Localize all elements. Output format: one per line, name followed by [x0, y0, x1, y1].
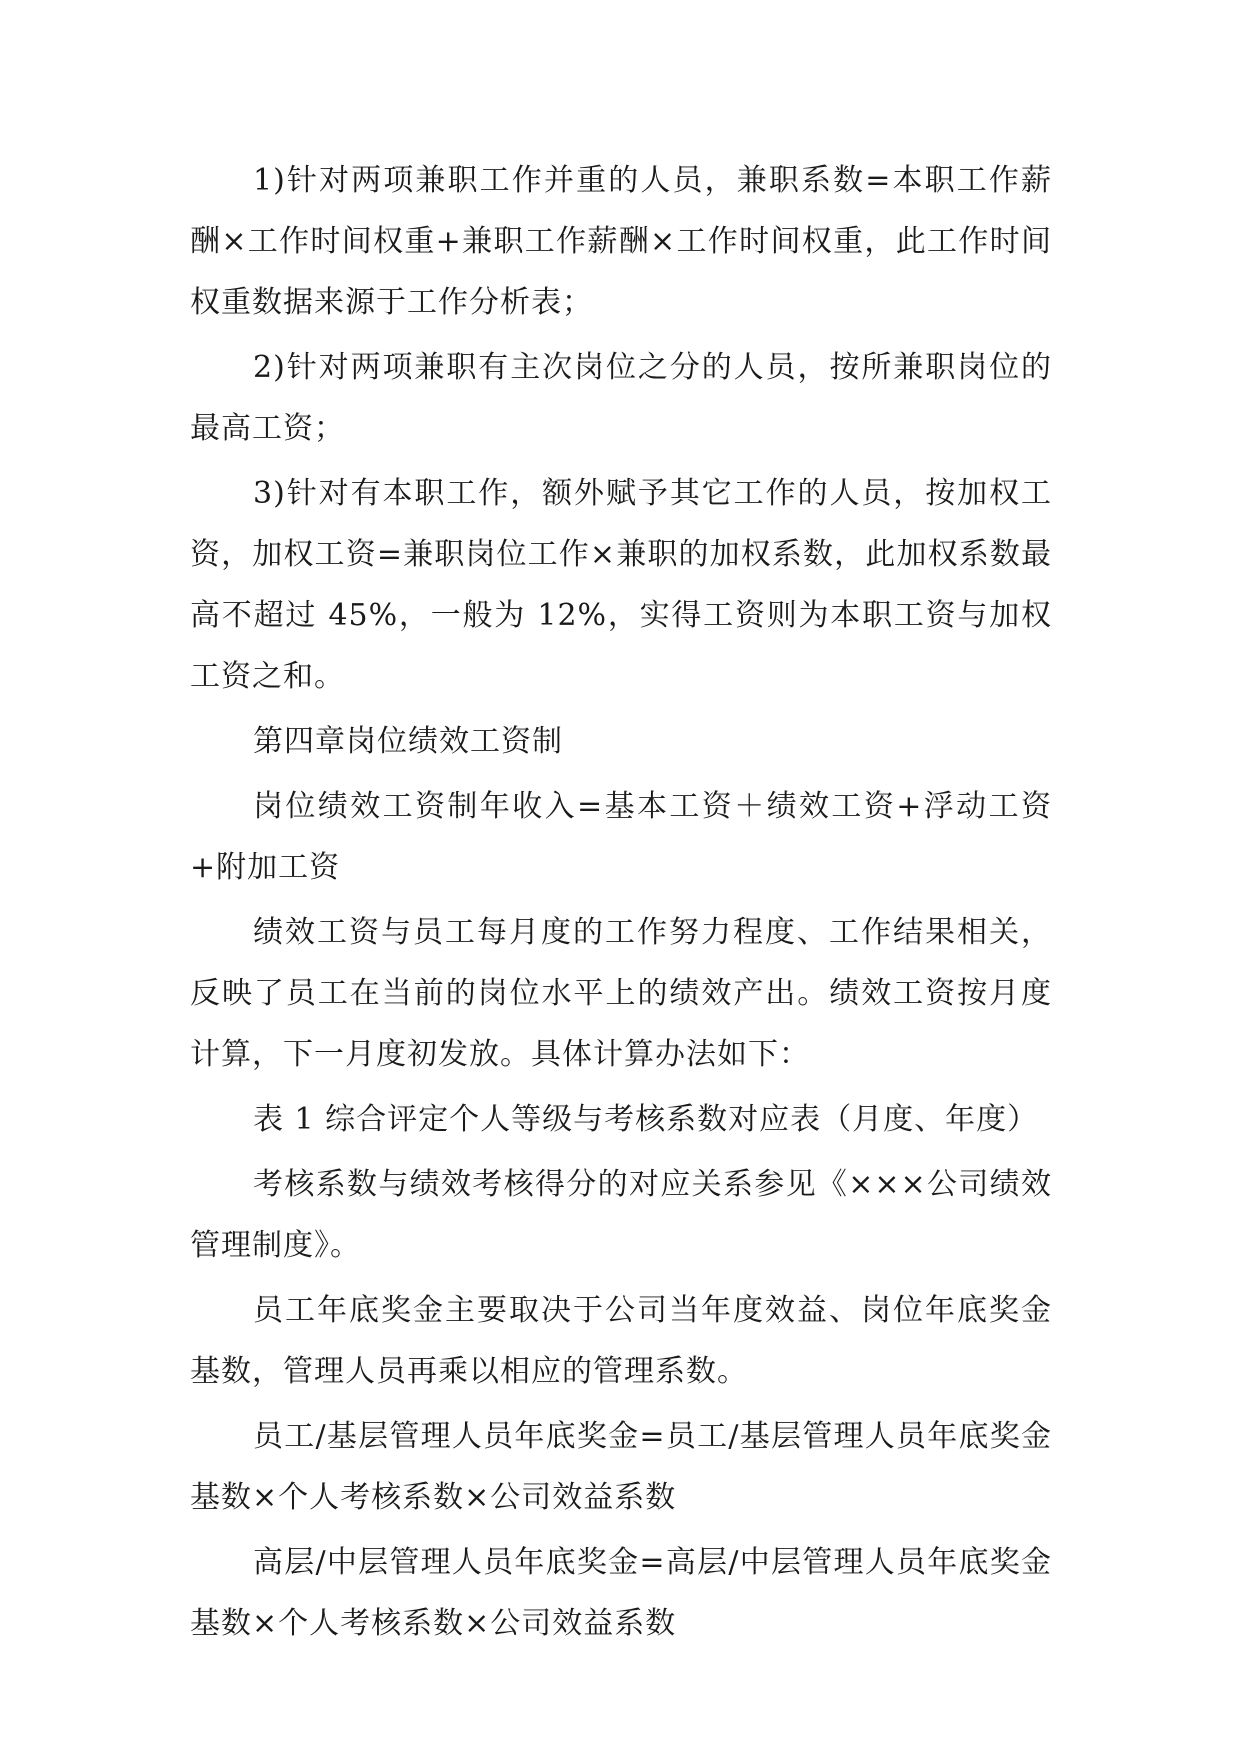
chapter-heading: 第四章岗位绩效工资制: [253, 724, 563, 759]
paragraph-manager-bonus-formula: 高层/中层管理人员年底奖金=高层/中层管理人员年底奖金基数×个人考核系数×公司效益系数: [190, 1545, 1052, 1641]
paragraph-weighted-wage: 3)针对有本职工作，额外赋予其它工作的人员，按加权工资，加权工资=兼职岗位工作×兼职的加权系数，此加权系数最高不超过 45%，一般为 12%，实得工资则为本职工资与加权工资之和。: [190, 476, 1052, 694]
paragraph-annual-income-formula: 岗位绩效工资制年收入=基本工资＋绩效工资+浮动工资+附加工资: [190, 789, 1052, 885]
document-body: [190, 150, 1052, 1658]
table-caption: 表 1 综合评定个人等级与考核系数对应表（月度、年度）: [253, 1102, 1039, 1137]
paragraph-concurrent-equal: 1)针对两项兼职工作并重的人员，兼职系数=本职工作薪酬×工作时间权重+兼职工作薪酬×工作时间权重，此工作时间权重数据来源于工作分析表；: [190, 163, 1052, 320]
paragraph-assessment-coefficient: 考核系数与绩效考核得分的对应关系参见《×××公司绩效管理制度》。: [190, 1167, 1052, 1263]
paragraph-concurrent-primary-secondary: 2)针对两项兼职有主次岗位之分的人员，按所兼职岗位的最高工资；: [190, 350, 1052, 446]
paragraph-performance-wage: 绩效工资与员工每月度的工作努力程度、工作结果相关，反映了员工在当前的岗位水平上的绩效产出。绩效工资按月度计算，下一月度初发放。具体计算办法如下：: [190, 915, 1052, 1072]
paragraph-staff-bonus-formula: 员工/基层管理人员年底奖金=员工/基层管理人员年底奖金基数×个人考核系数×公司效益系数: [190, 1419, 1052, 1515]
paragraph-year-end-bonus: 员工年底奖金主要取决于公司当年度效益、岗位年底奖金基数，管理人员再乘以相应的管理系数。: [190, 1293, 1052, 1389]
